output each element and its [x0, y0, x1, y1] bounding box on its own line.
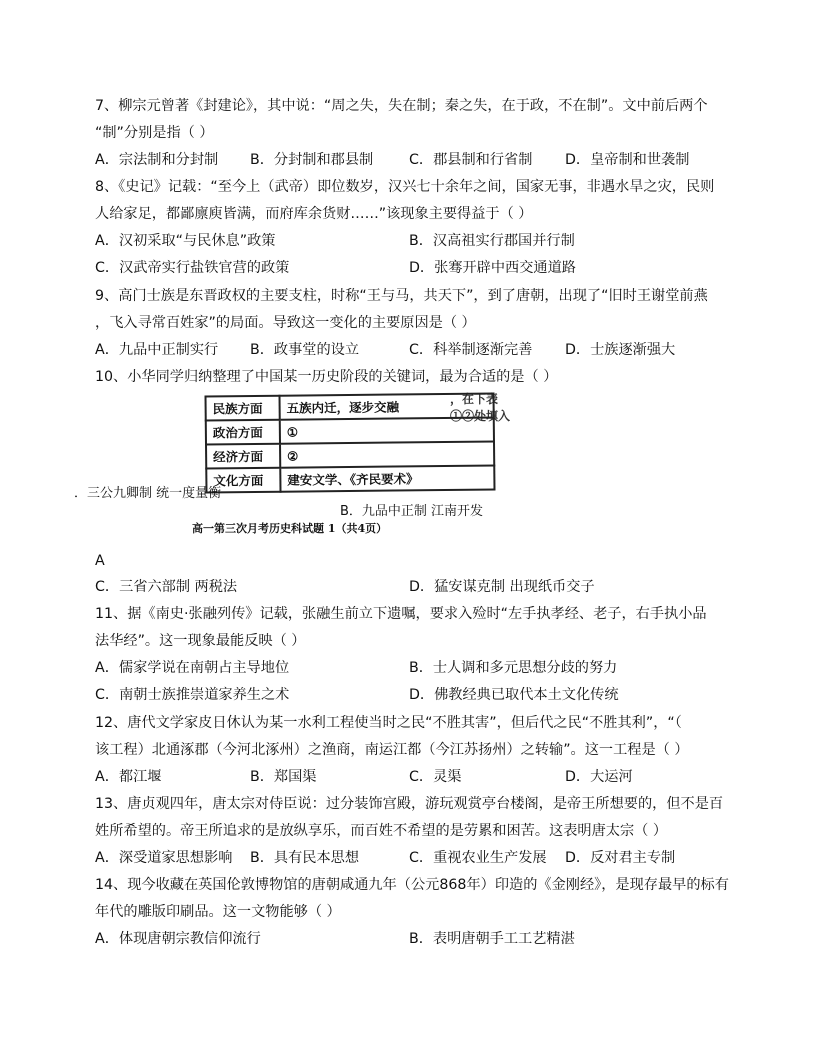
- q14-option-b: B．表明唐朝手工工艺精湛: [409, 931, 575, 947]
- q12-options: [95, 767, 735, 787]
- q10-letter-a: A: [95, 553, 105, 569]
- q11-stem-line2: 法华经”。这一现象最能反映（ ）: [95, 633, 306, 649]
- table-value: 五族内迁，逐步交融: [280, 393, 494, 419]
- q12-option-a: A．都江堰: [95, 769, 162, 785]
- q9-stem-line1: 9、高门士族是东晋政权的主要支柱，时称“王与马，共天下”，到了唐朝，出现了“旧时王谢堂前燕: [95, 288, 708, 304]
- q10-scanned-table-image: [74, 392, 520, 550]
- q13-option-b: B．具有民本思想: [250, 850, 360, 866]
- q10-option-a-partial: ．三公九卿制 统一度量衡: [74, 486, 222, 501]
- q14-options: [95, 929, 735, 949]
- q10-options: [95, 577, 735, 597]
- q11-option-d: D．佛教经典已取代本土文化传统: [409, 687, 619, 703]
- q7-stem-line2: “制”分别是指（ ）: [95, 125, 214, 141]
- q10-option-b: B．九品中正制 江南开发: [340, 504, 484, 519]
- q13-stem-line2: 姓所希望的。帝王所追求的是放纵享乐，而百姓不希望的是劳累和困苦。这表明唐太宗（ ）: [95, 823, 668, 839]
- q8-options-row2: [95, 258, 735, 278]
- q8-options-row1: [95, 231, 735, 251]
- q14-stem-line1: 14、现今收藏在英国伦敦博物馆的唐朝咸通九年（公元868年）印造的《金刚经》，是现存最早的标有: [95, 877, 729, 893]
- table-key: 文化方面: [206, 468, 280, 493]
- q12-option-b: B．郑国渠: [250, 769, 317, 785]
- q13-stem-line1: 13、唐贞观四年，唐太宗对侍臣说：过分装饰宫殿，游玩观赏亭台楼阁，是帝王所想要的，但不是百: [95, 796, 724, 812]
- table-row: [206, 441, 494, 468]
- table-row: [206, 393, 494, 420]
- q8-option-c: C．汉武帝实行盐铁官营的政策: [95, 260, 290, 276]
- q8-stem-line2: 人给家足，都鄙廪庾皆满，而府库余货财……”该现象主要得益于（ ）: [95, 206, 533, 222]
- q9-option-c: C．科举制逐渐完善: [409, 342, 533, 358]
- q13-option-d: D．反对君主专制: [565, 850, 676, 866]
- q10-stem: 10、小华同学归纳整理了中国某一历史阶段的关键词，最为合适的是（ ）: [95, 369, 558, 385]
- q13-option-c: C．重视农业生产发展: [409, 850, 547, 866]
- q11-stem-line1: 11、据《南史·张融列传》记载，张融生前立下遗嘱，要求入殓时“左手执孝经、老子，右手执小品: [95, 606, 707, 622]
- q8-option-b: B．汉高祖实行郡国并行制: [409, 233, 575, 249]
- q12-stem-line2: 该工程）北通涿郡（今河北涿州）之渔商，南运江都（今江苏扬州）之转输”。这一工程是（ ）: [95, 742, 689, 758]
- table-value: 建安文学、《齐民要术》: [280, 465, 494, 491]
- table-key: 民族方面: [206, 396, 280, 421]
- q12-stem-line1: 12、唐代文学家皮日休认为某一水利工程使当时之民“不胜其害”，但后代之民“不胜其利”，“（: [95, 715, 682, 731]
- table-key: 经济方面: [206, 444, 280, 469]
- q7-option-b: B．分封制和郡县制: [250, 152, 374, 168]
- q9-option-d: D．士族逐渐强大: [565, 342, 676, 358]
- table-row: [206, 417, 494, 444]
- q14-option-a: A．体现唐朝宗教信仰流行: [95, 931, 261, 947]
- q9-options: [95, 340, 735, 360]
- q10-option-d: D．猛安谋克制 出现纸币交子: [409, 579, 595, 595]
- q9-option-b: B．政事堂的设立: [250, 342, 360, 358]
- table-value: ②: [280, 441, 494, 467]
- q7-option-a: A．宗法制和分封制: [95, 152, 219, 168]
- q10-keyword-table: [204, 392, 495, 493]
- q13-options: [95, 848, 735, 868]
- page-footer: 高一第三次月考历史科试题 1（共4页）: [192, 522, 388, 535]
- q7-option-d: D．皇帝制和世袭制: [565, 152, 690, 168]
- table-row: [206, 465, 494, 492]
- q11-options-row2: [95, 685, 735, 705]
- q11-option-b: B．士人调和多元思想分歧的努力: [409, 660, 618, 676]
- q7-option-c: C．郡县制和行省制: [409, 152, 533, 168]
- q12-option-c: C．灵渠: [409, 769, 462, 785]
- q10-option-c: C．三省六部制 两税法: [95, 579, 238, 595]
- q11-options-row1: [95, 658, 735, 678]
- q8-option-d: D．张骞开辟中西交通道路: [409, 260, 576, 276]
- q8-option-a: A．汉初采取“与民休息”政策: [95, 233, 276, 249]
- q7-stem-line1: 7、柳宗元曾著《封建论》，其中说：“周之失，失在制；秦之失，在于政，不在制”。文中前后两个: [95, 98, 708, 114]
- table-value: ①: [280, 417, 494, 443]
- q14-stem-line2: 年代的雕版印刷品。这一文物能够（ ）: [95, 904, 341, 920]
- q9-stem-line2: ，飞入寻常百姓家”的局面。导致这一变化的主要原因是（ ）: [95, 315, 476, 331]
- q11-option-a: A．儒家学说在南朝占主导地位: [95, 660, 290, 676]
- q11-option-c: C．南朝士族推崇道家养生之术: [95, 687, 290, 703]
- q9-option-a: A．九品中正制实行: [95, 342, 219, 358]
- q8-stem-line1: 8、《史记》记载：“至今上（武帝）即位数岁，汉兴七十余年之间，国家无事，非遇水旱之灾，民则: [95, 179, 715, 195]
- q10-cut-text: ，在下表①②处填入: [450, 392, 511, 423]
- table-key: 政治方面: [206, 420, 280, 445]
- q7-options: [95, 150, 735, 170]
- q12-option-d: D．大运河: [565, 769, 633, 785]
- q13-option-a: A．深受道家思想影响: [95, 850, 233, 866]
